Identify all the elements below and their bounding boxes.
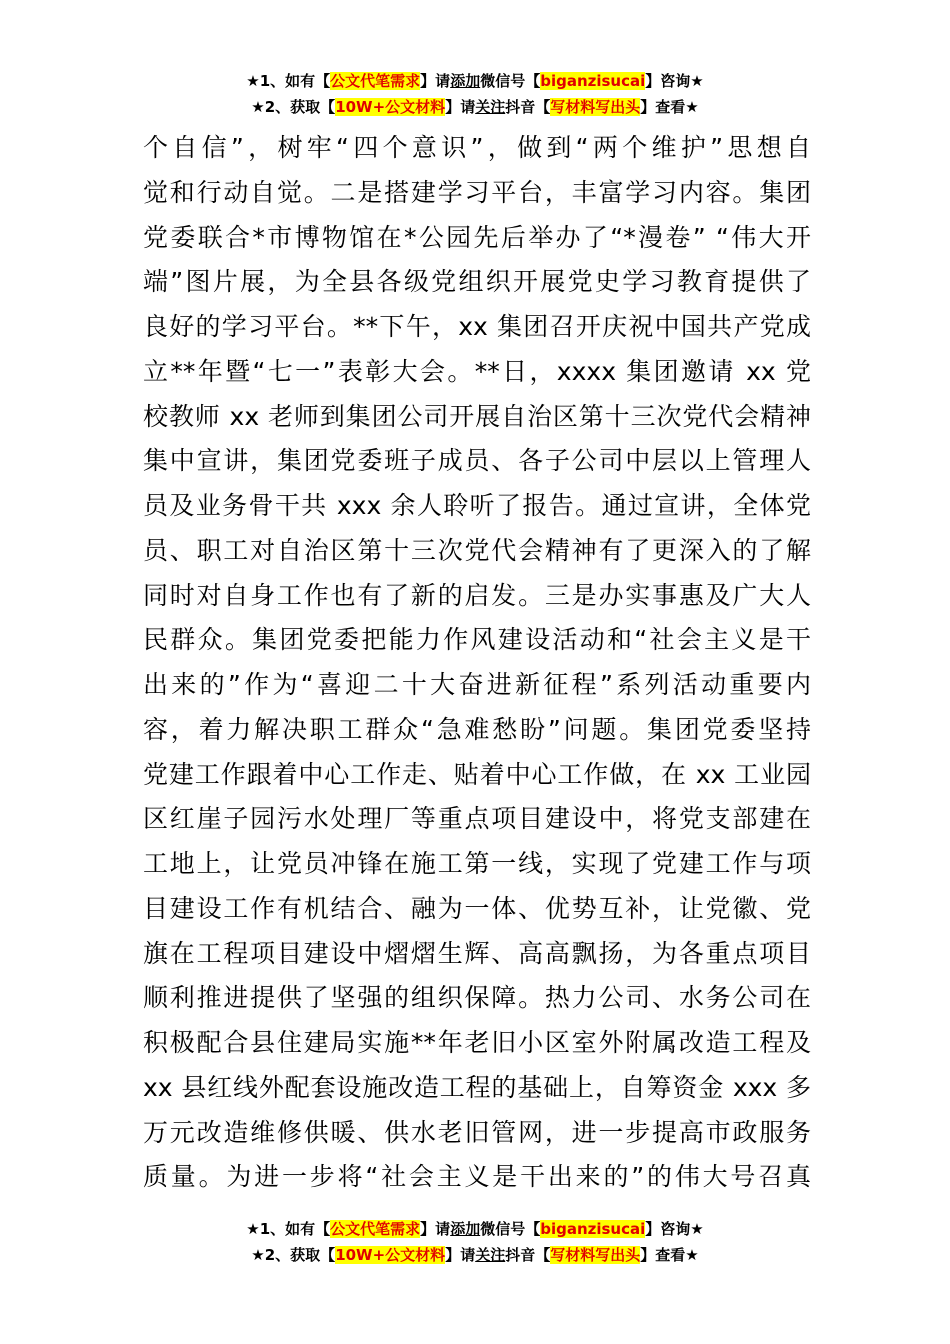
header-banner (0, 68, 950, 120)
body-line: 员及业务骨干共 xxx 余人聆听了报告。通过宣讲，全体党 (143, 491, 811, 520)
body-line: 党委联合*市博物馆在*公园先后举办了“*漫卷” “伟大开 (143, 222, 811, 252)
body-line: 员、职工对自治区第十三次党代会精神有了更深入的了解 (143, 535, 811, 565)
banner-underlined: 添加 (450, 1220, 481, 1238)
banner-text: 】咨询★ (645, 72, 704, 90)
banner-text: ★2、获取【 (251, 98, 336, 116)
banner-highlight: 10W+公文材料 (335, 98, 446, 116)
banner-text: 抖音【 (505, 1246, 551, 1264)
banner-highlight: 公文代笔需求 (330, 72, 421, 90)
banner-text: ★1、如有【 (246, 1220, 331, 1238)
banner-highlight: biganzisucai (540, 72, 646, 90)
banner-text: 微信号【 (480, 1220, 541, 1238)
banner-line-2 (0, 94, 950, 120)
banner-highlight: 10W+公文材料 (335, 1246, 446, 1264)
banner-highlight: 写材料写出头 (550, 98, 641, 116)
body-line: 个自信”，树牢“四个意识”，做到“两个维护”思想自 (143, 133, 811, 162)
banner-highlight: 公文代笔需求 (330, 1220, 421, 1238)
body-line: 良好的学习平台。**下午，xx 集团召开庆祝中国共产党成 (143, 312, 811, 341)
banner-text: 】请 (420, 1220, 451, 1238)
body-line: 同时对自身工作也有了新的启发。三是办实事惠及广大人 (143, 580, 811, 610)
banner-underlined: 添加 (450, 72, 481, 90)
body-line: 质量。为进一步将“社会主义是干出来的”的伟大号召真 (143, 1162, 811, 1192)
body-line: xx 县红线外配套设施改造工程的基础上，自筹资金 xxx 多 (143, 1072, 811, 1102)
banner-highlight: 写材料写出头 (550, 1246, 641, 1264)
body-line: 集中宣讲，集团党委班子成员、各子公司中层以上管理人 (143, 446, 811, 476)
banner-line-2 (0, 1242, 950, 1268)
body-line: 旗在工程项目建设中熠熠生辉、高高飘扬，为各重点项目 (143, 938, 811, 968)
body-line: 党建工作跟着中心工作走、贴着中心工作做，在 xx 工业园 (143, 759, 811, 789)
banner-text: 】请 (445, 1246, 476, 1264)
body-line: 觉和行动自觉。二是搭建学习平台，丰富学习内容。集团 (143, 177, 811, 207)
body-line: 民群众。集团党委把能力作风建设活动和“社会主义是干 (143, 625, 811, 655)
banner-highlight: biganzisucai (540, 1220, 646, 1238)
banner-text: 微信号【 (480, 72, 541, 90)
banner-text: ★2、获取【 (251, 1246, 336, 1264)
body-line: 校教师 xx 老师到集团公司开展自治区第十三次党代会精神 (143, 401, 811, 431)
banner-text: 】请 (445, 98, 476, 116)
banner-text: ★1、如有【 (246, 72, 331, 90)
banner-underlined: 关注 (475, 98, 506, 116)
body-line: 工地上，让党员冲锋在施工第一线，实现了党建工作与项 (143, 849, 811, 878)
body-line: 出来的”作为“喜迎二十大奋进新征程”系列活动重要内 (143, 670, 811, 699)
body-line: 万元改造维修供暖、供水老旧管网，进一步提高市政服务 (143, 1117, 811, 1147)
body-line: 积极配合县住建局实施**年老旧小区室外附属改造工程及 (143, 1028, 811, 1057)
banner-line-1 (0, 1216, 950, 1242)
banner-text: 】查看★ (640, 98, 699, 116)
footer-banner (0, 1216, 950, 1268)
document-body (143, 126, 811, 1200)
body-line: 容，着力解决职工群众“急难愁盼”问题。集团党委坚持 (143, 714, 811, 744)
banner-line-1 (0, 68, 950, 94)
body-line: 端”图片展，为全县各级党组织开展党史学习教育提供了 (143, 267, 811, 297)
banner-text: 】查看★ (640, 1246, 699, 1264)
banner-text: 】请 (420, 72, 451, 90)
body-line: 区红崖子园污水处理厂等重点项目建设中，将党支部建在 (143, 804, 811, 834)
banner-text: 】咨询★ (645, 1220, 704, 1238)
body-line: 目建设工作有机结合、融为一体、优势互补，让党徽、党 (143, 893, 811, 923)
body-line: 顺利推进提供了坚强的组织保障。热力公司、水务公司在 (143, 983, 811, 1013)
banner-text: 抖音【 (505, 98, 551, 116)
banner-underlined: 关注 (475, 1246, 506, 1264)
body-line: 立**年暨“七一”表彰大会。**日，xxxx 集团邀请 xx 党 (143, 356, 811, 386)
